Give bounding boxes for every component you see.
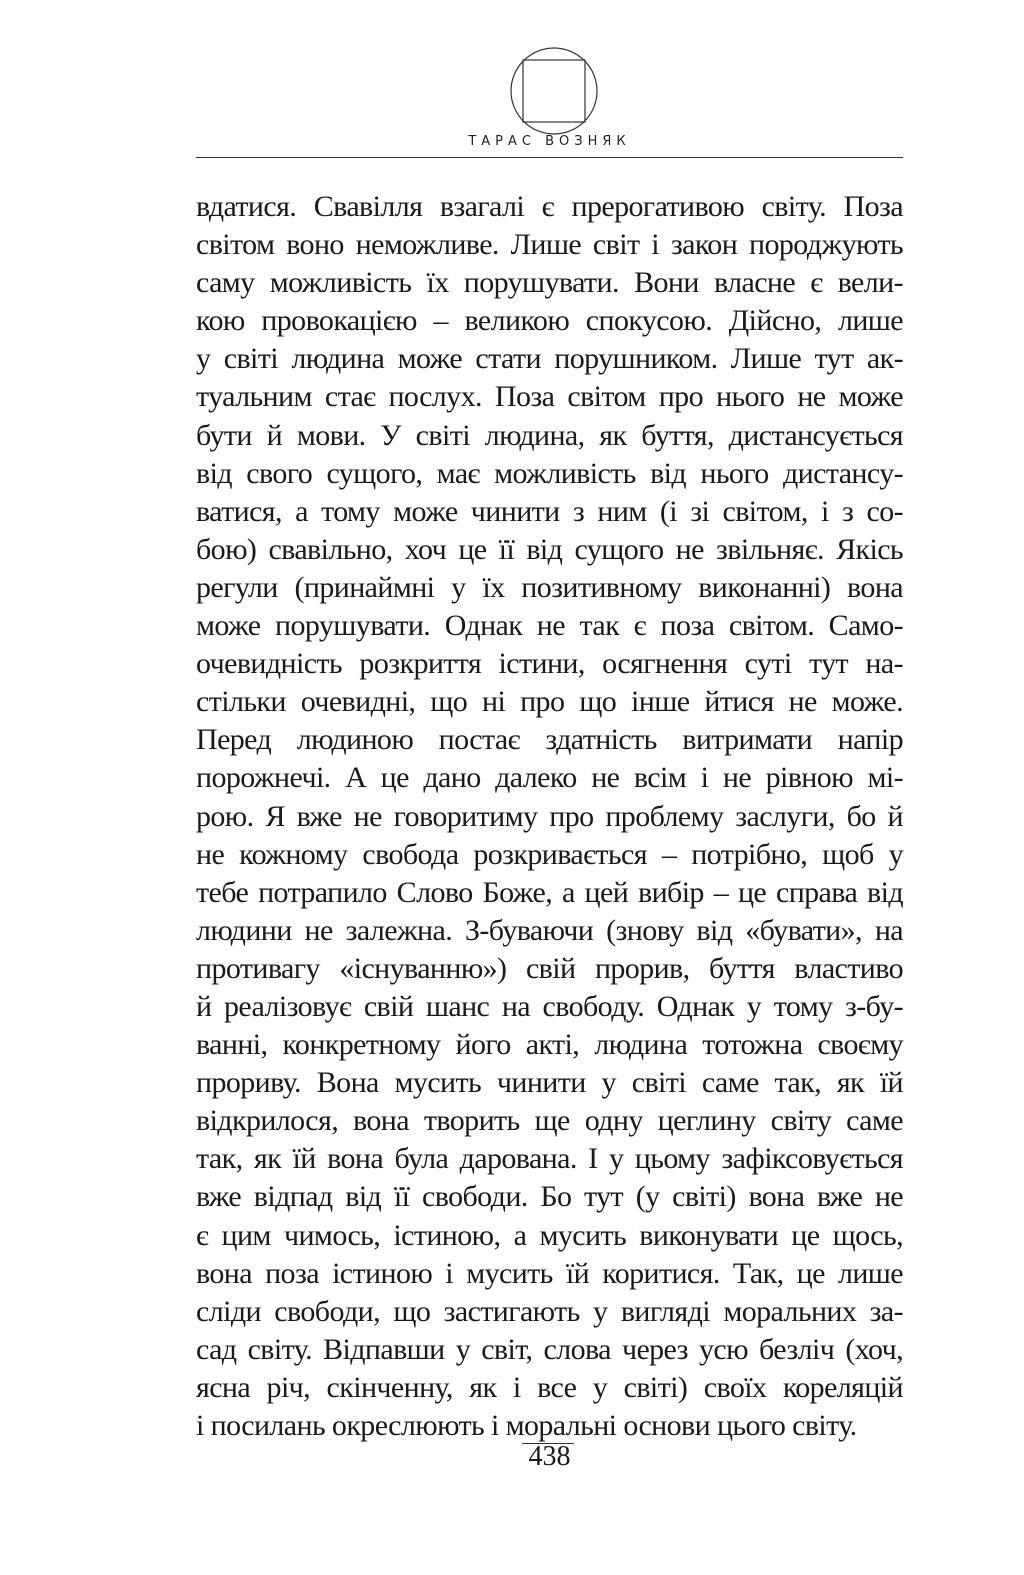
text-line: вже відпад від її свободи. Бо тут (у світі) вона вже не: [196, 1180, 903, 1214]
text-line: так, як їй вона була дарована. І у цьому зафіксовується: [196, 1142, 903, 1176]
body-text: [196, 188, 903, 1445]
running-head: ТАРАС ВОЗНЯК: [468, 134, 631, 149]
text-line: кою провокацією – великою спокусою. Дійсно, лише: [196, 304, 903, 338]
text-line: є цим чимось, істиною, а мусить виконувати це щось,: [196, 1218, 903, 1252]
text-line: бою) свавільно, хоч це її від сущого не звільняє. Якісь: [196, 532, 903, 566]
text-line: туальним стає послух. Поза світом про нього не може: [196, 380, 903, 414]
text-line: від свого сущого, має можливість від нього дистансу-: [196, 456, 903, 490]
text-line: регули (принаймні у їх позитивному виконанні) вона: [196, 570, 903, 604]
text-line: у світі людина може стати порушником. Лише тут ак-: [196, 342, 903, 376]
text-line: стільки очевидні, що ні про що інше йтися не може.: [196, 685, 903, 719]
text-line: прориву. Вона мусить чинити у світі саме так, як їй: [196, 1066, 903, 1100]
text-line: рою. Я вже не говоритиму про проблему заслуги, бо й: [196, 799, 903, 833]
text-line: бути й мови. У світі людина, як буття, дистансується: [196, 418, 903, 452]
text-line: не кожному свобода розкривається – потрібно, щоб у: [196, 837, 903, 871]
text-line: сад світу. Відпавши у світ, слова через усю безліч (хоч,: [196, 1332, 903, 1366]
text-line: порожнечі. А це дано далеко не всім і не рівною мі-: [196, 761, 903, 795]
text-line: вдатися. Свавілля взагалі є прерогативою світу. Поза: [196, 190, 903, 223]
text-line: ясна річ, скінченну, як і все у світі) своїх кореляцій: [196, 1370, 903, 1404]
text-line: сліди свободи, що застигають у вигляді моральних за-: [196, 1294, 903, 1328]
text-line: Перед людиною постає здатність витримати напір: [196, 723, 903, 757]
text-line: вона поза істиною і мусить їй коритися. Так, це лише: [196, 1256, 903, 1290]
text-line: противагу «існуванню») свій прорив, буття властиво: [196, 951, 903, 985]
text-line: людини не залежна. З-буваючи (знову від «бувати», на: [196, 913, 903, 947]
header-rule: [196, 157, 903, 158]
text-line: саму можливість їх порушувати. Вони власне є вели-: [196, 266, 903, 300]
text-line: очевидність розкриття істини, осягнення суті тут на-: [196, 647, 903, 681]
text-line: й реалізовує свій шанс на свободу. Однак у тому з-бу-: [196, 989, 903, 1023]
text-line: ватися, а тому може чинити з ним (і зі світом, і з со-: [196, 494, 903, 528]
text-line: ванні, конкретному його акті, людина тотожна своєму: [196, 1028, 903, 1062]
text-line: тебе потрапило Слово Боже, а цей вибір – це справа від: [196, 875, 903, 909]
circle-square-emblem-icon: [509, 46, 599, 136]
text-line: може порушувати. Однак не так є поза світом. Само-: [196, 609, 903, 643]
page-number: 438: [528, 1441, 571, 1472]
text-line: і посилань окреслюють і моральні основи цього світу.: [196, 1409, 857, 1442]
text-line: світом воно неможливе. Лише світ і закон породжують: [196, 228, 903, 262]
text-line: відкрилося, вона творить ще одну цеглину світу саме: [196, 1104, 903, 1138]
